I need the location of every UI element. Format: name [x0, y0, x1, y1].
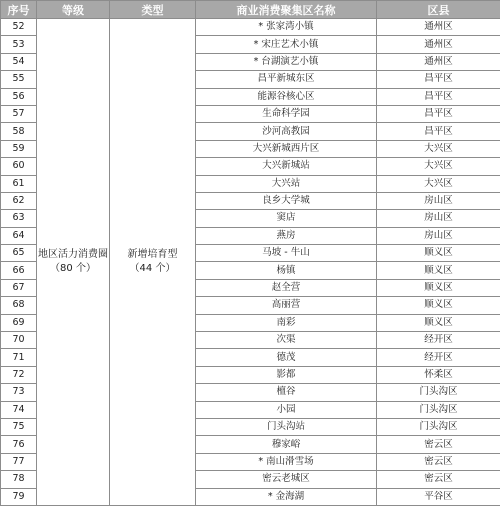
cell-name: 燕房 — [196, 227, 377, 244]
table-row — [1, 19, 500, 36]
cell-name: * 宋庄艺术小镇 — [196, 36, 377, 53]
cell-district: 门头沟区 — [377, 418, 500, 435]
cell-name: 生命科学园 — [196, 105, 377, 122]
cell-name: 杨镇 — [196, 262, 377, 279]
cell-name: 大兴新城站 — [196, 158, 377, 175]
cell-name: 高丽营 — [196, 297, 377, 314]
cell-district: 通州区 — [377, 36, 500, 53]
cell-district: 昌平区 — [377, 88, 500, 105]
cell-seq: 75 — [1, 418, 37, 435]
cell-seq: 63 — [1, 210, 37, 227]
cell-name: * 张家湾小镇 — [196, 19, 377, 36]
cell-seq: 58 — [1, 123, 37, 140]
cell-name: * 金海湖 — [196, 488, 377, 505]
cell-seq: 60 — [1, 158, 37, 175]
cell-seq: 62 — [1, 192, 37, 209]
cell-district: 密云区 — [377, 453, 500, 470]
cell-seq: 78 — [1, 471, 37, 488]
cell-district: 顺义区 — [377, 245, 500, 262]
cell-seq: 52 — [1, 19, 37, 36]
header-name: 商业消费聚集区名称 — [196, 1, 377, 19]
cell-seq: 64 — [1, 227, 37, 244]
cell-district: 顺义区 — [377, 297, 500, 314]
cell-district: 大兴区 — [377, 175, 500, 192]
cell-name: 门头沟站 — [196, 418, 377, 435]
cell-district: 大兴区 — [377, 158, 500, 175]
cell-seq: 69 — [1, 314, 37, 331]
table-body — [1, 19, 500, 506]
cell-name: 密云老城区 — [196, 471, 377, 488]
cell-name: 沙河高教园 — [196, 123, 377, 140]
type-label: 新增培育型 — [127, 248, 178, 260]
cell-level — [37, 19, 110, 506]
cell-seq: 56 — [1, 88, 37, 105]
header-seq: 序号 — [1, 1, 37, 19]
cell-name: 小园 — [196, 401, 377, 418]
cell-name: 大兴新城西片区 — [196, 140, 377, 157]
cell-seq: 57 — [1, 105, 37, 122]
cell-seq: 66 — [1, 262, 37, 279]
type-count: （44 个） — [129, 262, 176, 274]
cell-name: 能源谷核心区 — [196, 88, 377, 105]
cell-district: 昌平区 — [377, 123, 500, 140]
cell-seq: 71 — [1, 349, 37, 366]
cell-seq: 73 — [1, 384, 37, 401]
cell-seq: 74 — [1, 401, 37, 418]
cell-district: 通州区 — [377, 19, 500, 36]
cell-district: 通州区 — [377, 53, 500, 70]
cell-district: 经开区 — [377, 332, 500, 349]
cell-seq: 72 — [1, 366, 37, 383]
cell-name: * 台湖演艺小镇 — [196, 53, 377, 70]
cell-district: 房山区 — [377, 227, 500, 244]
cell-seq: 67 — [1, 279, 37, 296]
cell-name: * 南山滑雪场 — [196, 453, 377, 470]
cell-seq: 68 — [1, 297, 37, 314]
cell-name: 窦店 — [196, 210, 377, 227]
cell-district: 顺义区 — [377, 279, 500, 296]
cell-type — [110, 19, 196, 506]
cell-seq: 77 — [1, 453, 37, 470]
cell-seq: 70 — [1, 332, 37, 349]
cell-district: 房山区 — [377, 210, 500, 227]
level-count: （80 个） — [50, 262, 96, 274]
header-row — [1, 1, 500, 19]
cell-district: 经开区 — [377, 349, 500, 366]
header-district: 区县 — [377, 1, 500, 19]
cell-seq: 55 — [1, 71, 37, 88]
cell-seq: 76 — [1, 436, 37, 453]
cell-seq: 79 — [1, 488, 37, 505]
cell-district: 平谷区 — [377, 488, 500, 505]
header-level: 等级 — [37, 1, 110, 19]
header-type: 类型 — [110, 1, 196, 19]
cell-district: 昌平区 — [377, 105, 500, 122]
cell-name: 穆家峪 — [196, 436, 377, 453]
cell-name: 赵全营 — [196, 279, 377, 296]
cell-name: 昌平新城东区 — [196, 71, 377, 88]
cell-name: 德茂 — [196, 349, 377, 366]
cell-seq: 54 — [1, 53, 37, 70]
cell-name: 影都 — [196, 366, 377, 383]
cell-name: 檀谷 — [196, 384, 377, 401]
cell-district: 门头沟区 — [377, 384, 500, 401]
cell-district: 大兴区 — [377, 140, 500, 157]
cell-name: 大兴站 — [196, 175, 377, 192]
cell-district: 密云区 — [377, 471, 500, 488]
cell-district: 顺义区 — [377, 262, 500, 279]
cell-name: 良乡大学城 — [196, 192, 377, 209]
cell-name: 次渠 — [196, 332, 377, 349]
cell-district: 顺义区 — [377, 314, 500, 331]
level-label: 地区活力消费圈 — [38, 248, 108, 260]
cell-name: 南彩 — [196, 314, 377, 331]
cell-seq: 59 — [1, 140, 37, 157]
cell-district: 房山区 — [377, 192, 500, 209]
cell-seq: 65 — [1, 245, 37, 262]
cell-district: 密云区 — [377, 436, 500, 453]
cell-seq: 61 — [1, 175, 37, 192]
cell-name: 马坡 - 牛山 — [196, 245, 377, 262]
cell-district: 昌平区 — [377, 71, 500, 88]
cell-seq: 53 — [1, 36, 37, 53]
cell-district: 怀柔区 — [377, 366, 500, 383]
cell-district: 门头沟区 — [377, 401, 500, 418]
